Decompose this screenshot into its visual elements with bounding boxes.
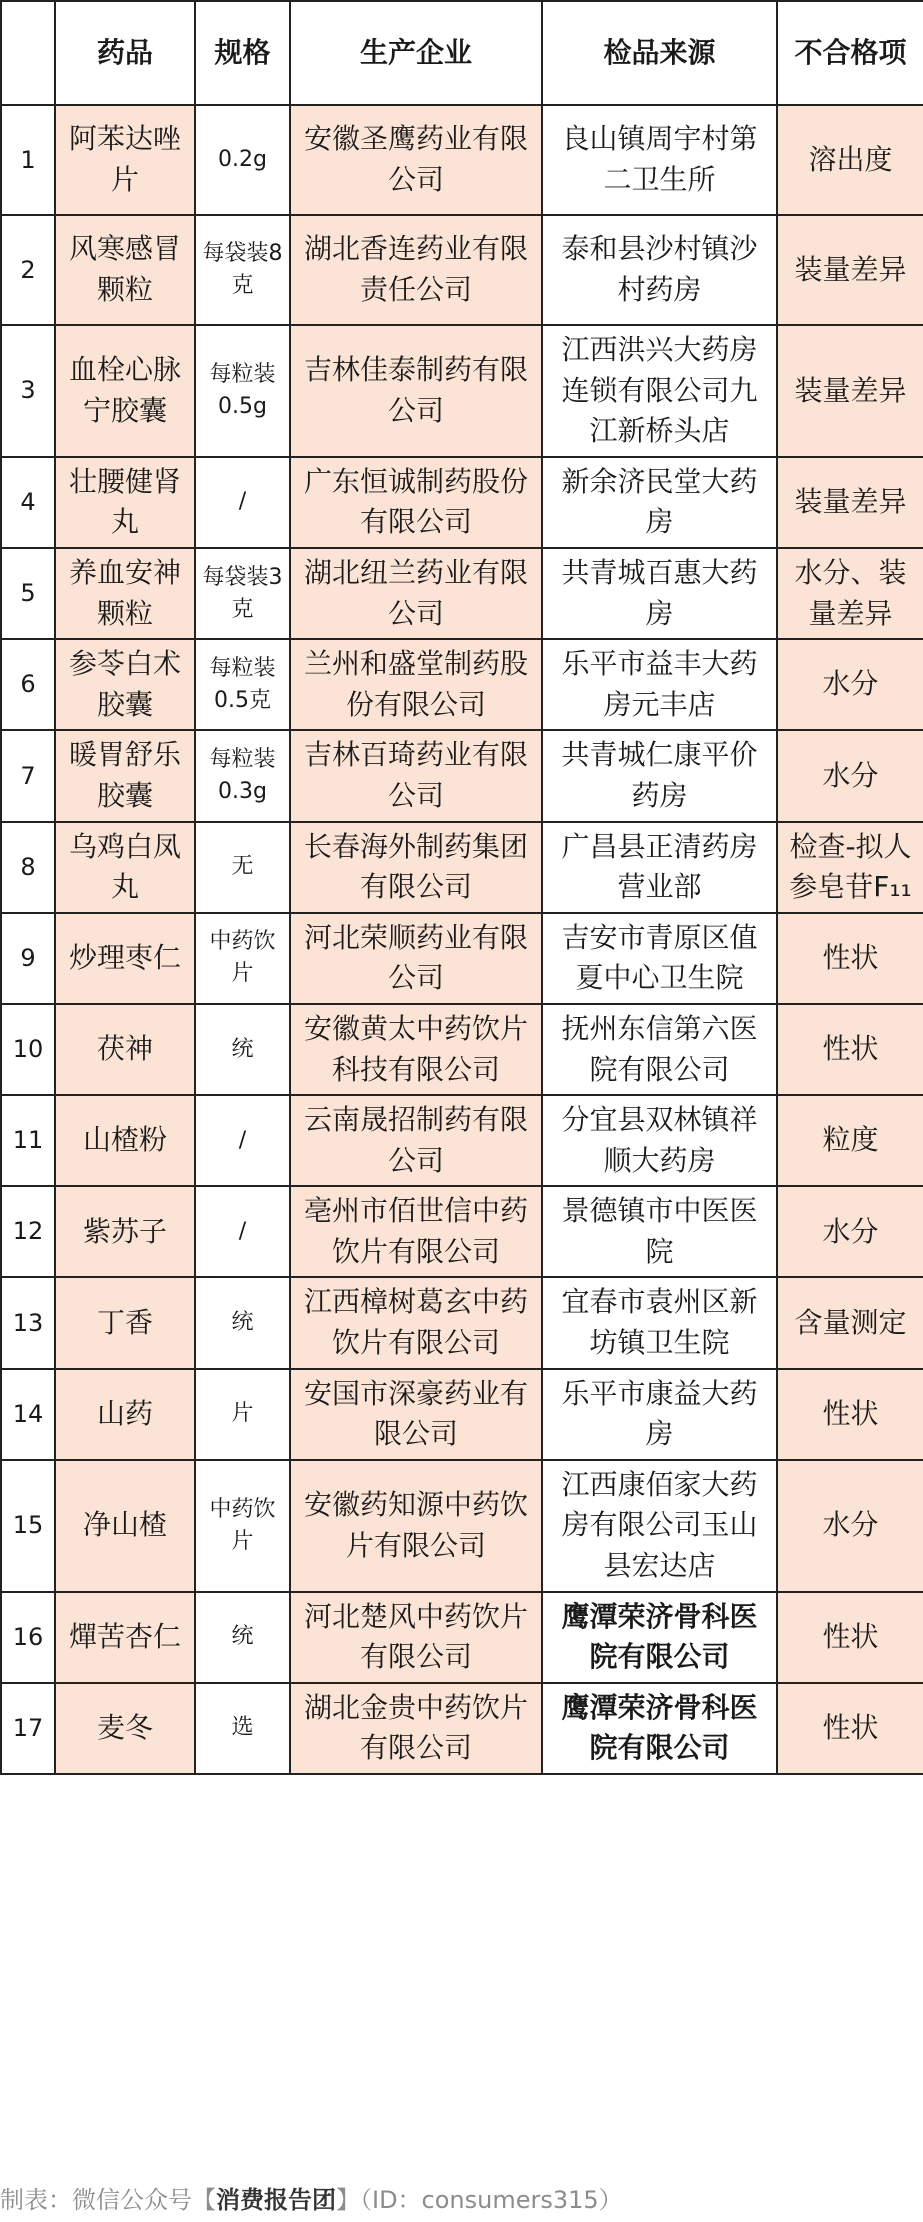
header-spec: 规格 [195, 1, 290, 105]
table-row [1, 215, 923, 325]
row-index: 14 [1, 1369, 55, 1460]
fail-item-cell: 性状 [777, 1369, 923, 1460]
fail-item-cell: 水分 [777, 1186, 923, 1277]
drug-name-cell: 炒理枣仁 [55, 913, 195, 1004]
fail-item-cell: 性状 [777, 1004, 923, 1095]
header-maker: 生产企业 [290, 1, 542, 105]
maker-cell: 河北荣顺药业有限公司 [290, 913, 542, 1004]
spec-cell: 统 [195, 1277, 290, 1368]
row-index: 5 [1, 548, 55, 639]
spec-cell: 统 [195, 1004, 290, 1095]
drug-name-cell: 山药 [55, 1369, 195, 1460]
spec-cell: 每袋装3克 [195, 548, 290, 639]
row-index: 13 [1, 1277, 55, 1368]
drug-name-cell: 风寒感冒颗粒 [55, 215, 195, 325]
source-cell: 泰和县沙村镇沙村药房 [542, 215, 777, 325]
fail-item-cell: 装量差异 [777, 215, 923, 325]
drug-name-cell: 山楂粉 [55, 1095, 195, 1186]
spec-cell: / [195, 457, 290, 548]
row-index: 16 [1, 1592, 55, 1683]
drug-name-cell: 茯神 [55, 1004, 195, 1095]
spec-cell: 每粒装0.5克 [195, 639, 290, 730]
table-row [1, 1095, 923, 1186]
table-row [1, 1369, 923, 1460]
source-cell: 新余济民堂大药房 [542, 457, 777, 548]
table-row [1, 1460, 923, 1592]
spec-cell: 每粒装0.5g [195, 325, 290, 457]
fail-item-cell: 水分、装量差异 [777, 548, 923, 639]
spec-cell: 中药饮片 [195, 913, 290, 1004]
spec-cell: / [195, 1186, 290, 1277]
maker-cell: 安徽药知源中药饮片有限公司 [290, 1460, 542, 1592]
spec-cell: 中药饮片 [195, 1460, 290, 1592]
fail-item-cell: 水分 [777, 1460, 923, 1592]
footer-brand: 消费报告团 [216, 2186, 336, 2214]
source-cell: 共青城仁康平价药房 [542, 730, 777, 821]
table-row [1, 105, 923, 215]
maker-cell: 河北楚风中药饮片有限公司 [290, 1592, 542, 1683]
maker-cell: 安国市深豪药业有限公司 [290, 1369, 542, 1460]
maker-cell: 云南晟招制药有限公司 [290, 1095, 542, 1186]
table-row [1, 457, 923, 548]
drug-name-cell: 参苓白术胶囊 [55, 639, 195, 730]
row-index: 7 [1, 730, 55, 821]
maker-cell: 湖北纽兰药业有限公司 [290, 548, 542, 639]
table-row [1, 913, 923, 1004]
maker-cell: 吉林佳泰制药有限公司 [290, 325, 542, 457]
table-row [1, 548, 923, 639]
row-index: 9 [1, 913, 55, 1004]
table-row [1, 1277, 923, 1368]
spec-cell: 选 [195, 1683, 290, 1774]
maker-cell: 安徽黄太中药饮片科技有限公司 [290, 1004, 542, 1095]
drug-name-cell: 紫苏子 [55, 1186, 195, 1277]
fail-item-cell: 装量差异 [777, 325, 923, 457]
source-cell: 江西洪兴大药房连锁有限公司九江新桥头店 [542, 325, 777, 457]
header-index [1, 1, 55, 105]
table-row [1, 1004, 923, 1095]
spec-cell: 片 [195, 1369, 290, 1460]
maker-cell: 长春海外制药集团有限公司 [290, 822, 542, 913]
header-fail-item: 不合格项 [777, 1, 923, 105]
source-cell: 抚州东信第六医院有限公司 [542, 1004, 777, 1095]
table-row [1, 325, 923, 457]
row-index: 17 [1, 1683, 55, 1774]
source-cell: 良山镇周宇村第二卫生所 [542, 105, 777, 215]
row-index: 15 [1, 1460, 55, 1592]
drug-name-cell: 养血安神颗粒 [55, 548, 195, 639]
source-cell: 共青城百惠大药房 [542, 548, 777, 639]
footer-credit [0, 2180, 623, 2215]
source-cell: 江西康佰家大药房有限公司玉山县宏达店 [542, 1460, 777, 1592]
table-row [1, 822, 923, 913]
maker-cell: 广东恒诚制药股份有限公司 [290, 457, 542, 548]
drug-name-cell: 净山楂 [55, 1460, 195, 1592]
row-index: 1 [1, 105, 55, 215]
table-row [1, 730, 923, 821]
row-index: 6 [1, 639, 55, 730]
source-cell: 宜春市袁州区新坊镇卫生院 [542, 1277, 777, 1368]
drug-name-cell: 麦冬 [55, 1683, 195, 1774]
table-row [1, 1683, 923, 1774]
source-cell: 吉安市青原区值夏中心卫生院 [542, 913, 777, 1004]
spec-cell: 无 [195, 822, 290, 913]
source-cell: 景德镇市中医医院 [542, 1186, 777, 1277]
maker-cell: 安徽圣鹰药业有限公司 [290, 105, 542, 215]
source-cell: 广昌县正清药房营业部 [542, 822, 777, 913]
table-header-row [1, 1, 923, 105]
fail-item-cell: 溶出度 [777, 105, 923, 215]
row-index: 3 [1, 325, 55, 457]
fail-item-cell: 粒度 [777, 1095, 923, 1186]
fail-item-cell: 性状 [777, 913, 923, 1004]
drug-name-cell: 壮腰健肾丸 [55, 457, 195, 548]
maker-cell: 兰州和盛堂制药股份有限公司 [290, 639, 542, 730]
fail-item-cell: 水分 [777, 639, 923, 730]
source-cell: 乐平市康益大药房 [542, 1369, 777, 1460]
row-index: 4 [1, 457, 55, 548]
row-index: 2 [1, 215, 55, 325]
source-cell: 分宜县双林镇祥顺大药房 [542, 1095, 777, 1186]
spec-cell: 每粒装0.3g [195, 730, 290, 821]
maker-cell: 湖北金贵中药饮片有限公司 [290, 1683, 542, 1774]
row-index: 8 [1, 822, 55, 913]
row-index: 10 [1, 1004, 55, 1095]
header-drug: 药品 [55, 1, 195, 105]
spec-cell: 每袋装8克 [195, 215, 290, 325]
maker-cell: 江西樟树葛玄中药饮片有限公司 [290, 1277, 542, 1368]
spec-cell: 0.2g [195, 105, 290, 215]
source-cell: 鹰潭荣济骨科医院有限公司 [542, 1683, 777, 1774]
fail-item-cell: 装量差异 [777, 457, 923, 548]
footer-suffix: 】（ID：consumers315） [336, 2186, 623, 2214]
footer-prefix: 制表：微信公众号【 [0, 2186, 216, 2214]
maker-cell: 吉林百琦药业有限公司 [290, 730, 542, 821]
row-index: 11 [1, 1095, 55, 1186]
fail-item-cell: 检查-拟人参皂苷F₁₁ [777, 822, 923, 913]
spec-cell: / [195, 1095, 290, 1186]
table-row [1, 1592, 923, 1683]
fail-item-cell: 水分 [777, 730, 923, 821]
drug-name-cell: 燀苦杏仁 [55, 1592, 195, 1683]
spec-cell: 统 [195, 1592, 290, 1683]
fail-item-cell: 性状 [777, 1683, 923, 1774]
maker-cell: 湖北香连药业有限责任公司 [290, 215, 542, 325]
header-source: 检品来源 [542, 1, 777, 105]
fail-item-cell: 含量测定 [777, 1277, 923, 1368]
drug-name-cell: 暖胃舒乐胶囊 [55, 730, 195, 821]
drug-name-cell: 血栓心脉宁胶囊 [55, 325, 195, 457]
source-cell: 乐平市益丰大药房元丰店 [542, 639, 777, 730]
table-row [1, 1186, 923, 1277]
row-index: 12 [1, 1186, 55, 1277]
fail-item-cell: 性状 [777, 1592, 923, 1683]
drug-name-cell: 丁香 [55, 1277, 195, 1368]
maker-cell: 亳州市佰世信中药饮片有限公司 [290, 1186, 542, 1277]
drug-name-cell: 阿苯达唑片 [55, 105, 195, 215]
table-row [1, 639, 923, 730]
drug-name-cell: 乌鸡白凤丸 [55, 822, 195, 913]
table-body [1, 105, 923, 1774]
source-cell: 鹰潭荣济骨科医院有限公司 [542, 1592, 777, 1683]
